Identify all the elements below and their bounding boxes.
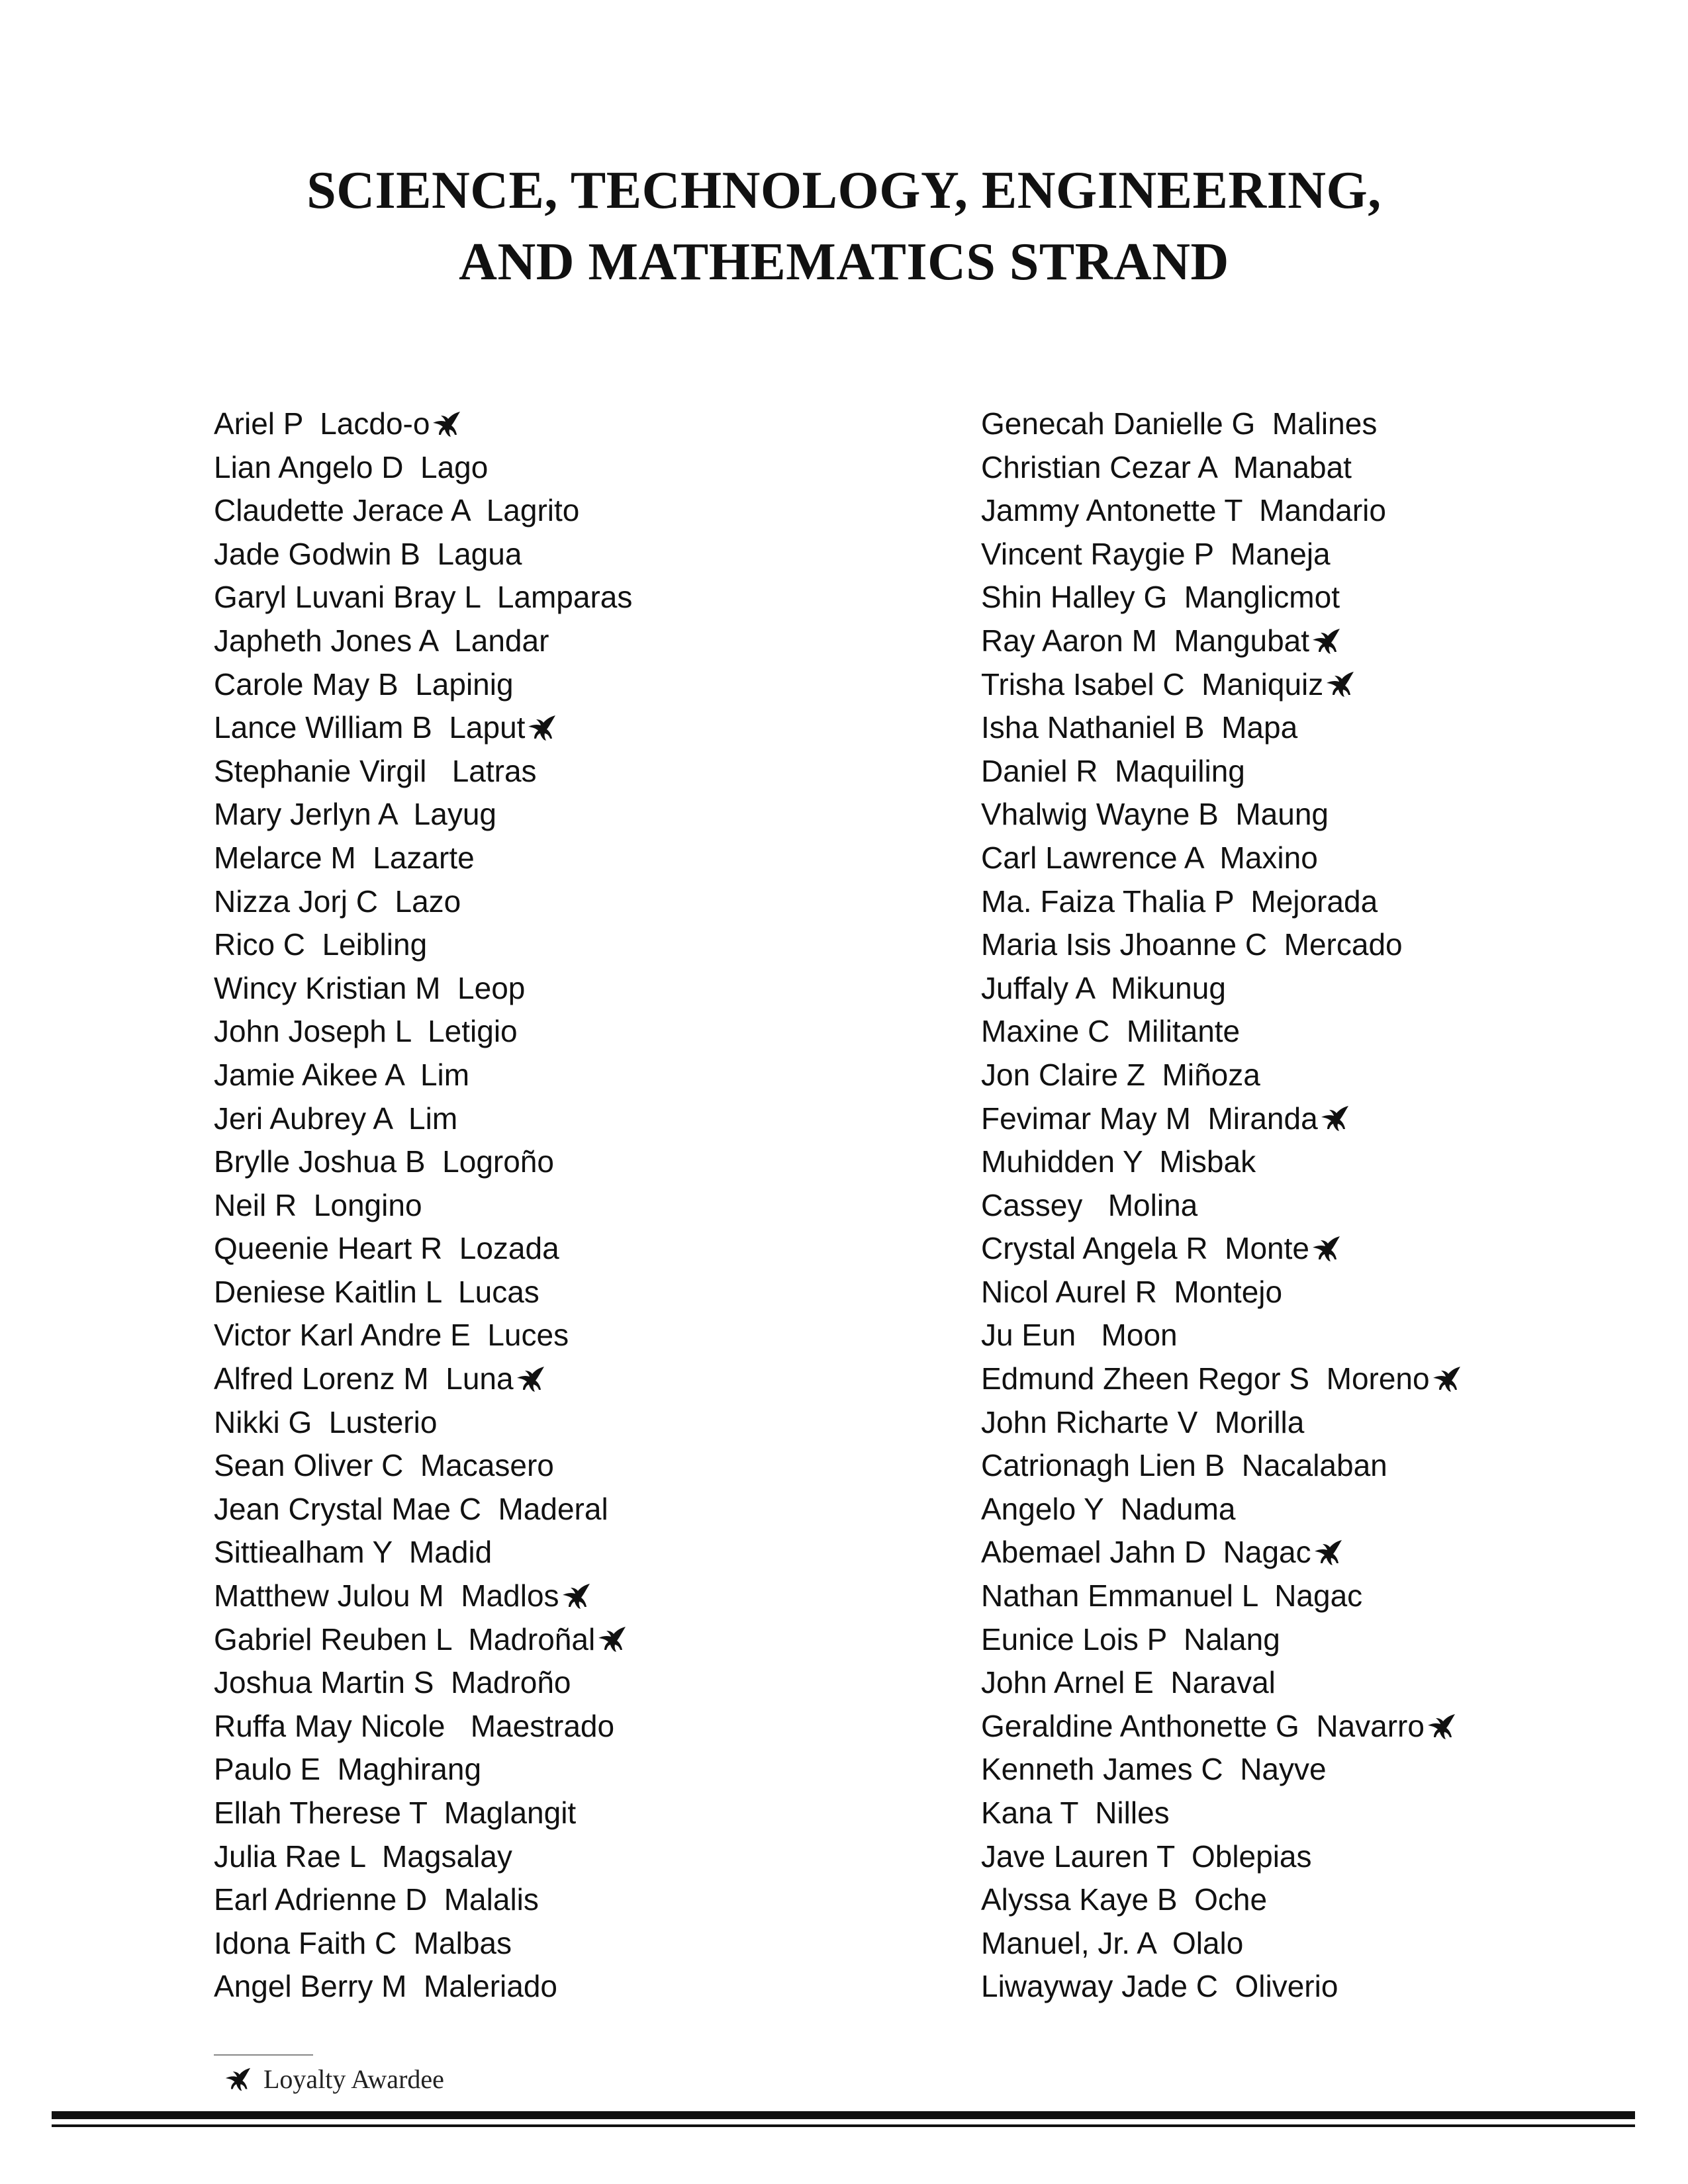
list-item	[981, 533, 1462, 576]
student-name: John Richarte V Morilla	[981, 1404, 1305, 1439]
list-item	[214, 837, 632, 880]
names-column-left	[214, 402, 632, 2009]
list-item	[214, 489, 632, 533]
student-name: Matthew Julou M Madlos	[214, 1578, 559, 1614]
student-name: Daniel R Maquiling	[981, 753, 1245, 788]
list-item	[981, 1271, 1462, 1314]
list-item	[214, 1531, 632, 1574]
student-name: Stephanie Virgil Latras	[214, 753, 537, 788]
list-item	[214, 1140, 632, 1184]
student-name: Fevimar May M Miranda	[981, 1101, 1318, 1136]
student-name: Idona Faith C Malbas	[214, 1925, 512, 1960]
page-title-line-1: SCIENCE, TECHNOLOGY, ENGINEERING,	[306, 161, 1382, 220]
list-item	[981, 1661, 1462, 1705]
list-item	[214, 402, 632, 446]
list-item	[981, 1792, 1462, 1835]
legend-divider	[214, 2054, 313, 2056]
student-name: Wincy Kristian M Leop	[214, 970, 526, 1005]
eagle-icon	[1325, 670, 1355, 699]
student-name: Edmund Zheen Regor S Moreno	[981, 1361, 1430, 1396]
list-item	[214, 1965, 632, 2009]
student-name: Victor Karl Andre E Luces	[214, 1318, 569, 1353]
list-item	[981, 1835, 1462, 1879]
list-item	[214, 1444, 632, 1488]
list-item	[214, 1792, 632, 1835]
student-name: Melarce M Lazarte	[214, 840, 475, 875]
list-item	[981, 1444, 1462, 1488]
list-item	[981, 793, 1462, 837]
list-item	[981, 619, 1462, 663]
list-item	[214, 1401, 632, 1445]
list-item	[214, 1054, 632, 1097]
list-item	[981, 1488, 1462, 1531]
student-name: Queenie Heart R Lozada	[214, 1231, 559, 1266]
list-item	[214, 533, 632, 576]
list-item	[214, 446, 632, 490]
list-item	[214, 1184, 632, 1228]
list-item	[981, 1748, 1462, 1792]
page-title-line-2: AND MATHEMATICS STRAND	[459, 232, 1229, 291]
student-name: Ariel P Lacdo-o	[214, 406, 430, 441]
student-name: Joshua Martin S Madroño	[214, 1665, 571, 1700]
list-item	[214, 923, 632, 967]
student-name: Nikki G Lusterio	[214, 1404, 438, 1439]
list-item	[214, 1705, 632, 1749]
list-item	[981, 1184, 1462, 1228]
list-item	[981, 663, 1462, 707]
list-item	[981, 1574, 1462, 1618]
student-name: Neil R Longino	[214, 1187, 422, 1222]
student-name: Isha Nathaniel B Mapa	[981, 710, 1298, 745]
list-item	[981, 446, 1462, 490]
list-item	[981, 1401, 1462, 1445]
student-name: Genecah Danielle G Malines	[981, 406, 1378, 441]
student-name: Nicol Aurel R Montejo	[981, 1274, 1283, 1309]
list-item	[981, 1140, 1462, 1184]
student-name: Ray Aaron M Mangubat	[981, 623, 1310, 658]
student-name: Lance William B Laput	[214, 710, 526, 745]
student-name: Angel Berry M Maleriado	[214, 1969, 557, 2004]
list-item	[981, 1010, 1462, 1054]
student-name: Kenneth James C Nayve	[981, 1752, 1327, 1787]
student-name: Jamie Aikee A Lim	[214, 1057, 470, 1092]
student-name: Muhidden Y Misbak	[981, 1144, 1256, 1179]
list-item	[214, 1835, 632, 1879]
student-name: Nathan Emmanuel L Nagac	[981, 1578, 1363, 1614]
list-item	[981, 489, 1462, 533]
student-name: Brylle Joshua B Logroño	[214, 1144, 554, 1179]
list-item	[981, 967, 1462, 1011]
student-name: Claudette Jerace A Lagrito	[214, 493, 580, 528]
student-name: Eunice Lois P Nalang	[981, 1621, 1280, 1657]
legend-label: Loyalty Awardee	[263, 2064, 444, 2094]
eagle-icon	[1313, 1538, 1343, 1567]
student-name: Jon Claire Z Miñoza	[981, 1057, 1260, 1092]
student-name: Carole May B Lapinig	[214, 666, 514, 702]
student-name: Abemael Jahn D Nagac	[981, 1535, 1311, 1570]
list-item	[214, 750, 632, 794]
list-item	[981, 750, 1462, 794]
list-item	[981, 1922, 1462, 1966]
footer-rule-thick	[52, 2111, 1635, 2119]
eagle-icon	[224, 2066, 252, 2093]
list-item	[981, 1227, 1462, 1271]
student-name: Jeri Aubrey A Lim	[214, 1101, 458, 1136]
list-item	[981, 837, 1462, 880]
list-item	[214, 1314, 632, 1357]
student-name: Jean Crystal Mae C Maderal	[214, 1491, 608, 1526]
list-item	[981, 706, 1462, 750]
student-name: Julia Rae L Magsalay	[214, 1839, 512, 1874]
student-name: Earl Adrienne D Malalis	[214, 1882, 539, 1917]
student-name: Japheth Jones A Landar	[214, 623, 549, 658]
student-name: Catrionagh Lien B Nacalaban	[981, 1448, 1387, 1483]
eagle-icon	[1319, 1104, 1350, 1133]
student-name: Jade Godwin B Lagua	[214, 536, 522, 571]
list-item	[981, 1531, 1462, 1574]
list-item	[981, 880, 1462, 924]
student-name: Manuel, Jr. A Olalo	[981, 1925, 1244, 1960]
eagle-icon	[596, 1625, 627, 1654]
list-item	[981, 1357, 1462, 1401]
list-item	[214, 1357, 632, 1401]
eagle-icon	[1311, 1234, 1341, 1263]
eagle-icon	[561, 1582, 591, 1611]
list-item	[981, 576, 1462, 619]
list-item	[981, 1097, 1462, 1141]
eagle-icon	[1426, 1712, 1456, 1741]
list-item	[214, 1097, 632, 1141]
student-name: Lian Angelo D Lago	[214, 449, 489, 484]
list-item	[981, 1618, 1462, 1662]
student-name: John Joseph L Letigio	[214, 1014, 518, 1049]
list-item	[214, 1010, 632, 1054]
names-column-right	[981, 402, 1462, 2009]
list-item	[981, 1965, 1462, 2009]
student-name: John Arnel E Naraval	[981, 1665, 1276, 1700]
student-name: Crystal Angela R Monte	[981, 1231, 1310, 1266]
student-name: Ma. Faiza Thalia P Mejorada	[981, 884, 1378, 919]
list-item	[214, 1922, 632, 1966]
student-name: Geraldine Anthonette G Navarro	[981, 1708, 1425, 1743]
student-name: Maxine C Militante	[981, 1014, 1241, 1049]
list-item	[214, 1574, 632, 1618]
list-item	[981, 1705, 1462, 1749]
list-item	[981, 923, 1462, 967]
list-item	[214, 619, 632, 663]
list-item	[214, 1488, 632, 1531]
legend	[224, 2064, 444, 2095]
list-item	[981, 1314, 1462, 1357]
student-name: Nizza Jorj C Lazo	[214, 884, 461, 919]
student-name: Maria Isis Jhoanne C Mercado	[981, 927, 1403, 962]
student-name: Carl Lawrence A Maxino	[981, 840, 1318, 875]
student-name: Alfred Lorenz M Luna	[214, 1361, 514, 1396]
eagle-icon	[515, 1365, 545, 1394]
list-item	[214, 1271, 632, 1314]
list-item	[214, 663, 632, 707]
student-name: Kana T Nilles	[981, 1796, 1170, 1830]
student-name: Vhalwig Wayne B Maung	[981, 797, 1329, 832]
list-item	[214, 1661, 632, 1705]
student-name: Vincent Raygie P Maneja	[981, 536, 1331, 571]
student-name: Sean Oliver C Macasero	[214, 1448, 554, 1483]
student-name: Shin Halley G Manglicmot	[981, 580, 1340, 615]
footer-rule-thin	[52, 2124, 1635, 2127]
page-title	[0, 155, 1688, 298]
student-name: Garyl Luvani Bray L Lamparas	[214, 580, 633, 615]
list-item	[981, 1878, 1462, 1922]
student-name: Ju Eun Moon	[981, 1318, 1178, 1353]
list-item	[981, 1054, 1462, 1097]
eagle-icon	[1311, 627, 1341, 656]
eagle-icon	[431, 410, 461, 439]
list-item	[214, 1748, 632, 1792]
list-item	[214, 967, 632, 1011]
student-name: Jave Lauren T Oblepias	[981, 1839, 1312, 1874]
student-name: Cassey Molina	[981, 1187, 1198, 1222]
list-item	[214, 1878, 632, 1922]
student-name: Mary Jerlyn A Layug	[214, 797, 496, 832]
list-item	[214, 1618, 632, 1662]
list-item	[214, 706, 632, 750]
student-name: Christian Cezar A Manabat	[981, 449, 1352, 484]
student-name: Angelo Y Naduma	[981, 1491, 1236, 1526]
student-name: Sittiealham Y Madid	[214, 1535, 492, 1570]
student-name: Deniese Kaitlin L Lucas	[214, 1274, 539, 1309]
eagle-icon	[526, 713, 557, 743]
student-name: Ruffa May Nicole Maestrado	[214, 1708, 615, 1743]
list-item	[214, 880, 632, 924]
student-name: Juffaly A Mikunug	[981, 970, 1226, 1005]
student-name: Trisha Isabel C Maniquiz	[981, 666, 1324, 702]
student-name: Gabriel Reuben L Madroñal	[214, 1621, 596, 1657]
student-name: Rico C Leibling	[214, 927, 428, 962]
list-item	[214, 576, 632, 619]
student-name: Liwayway Jade C Oliverio	[981, 1969, 1338, 2004]
student-name: Paulo E Maghirang	[214, 1752, 482, 1787]
student-name: Jammy Antonette T Mandario	[981, 493, 1386, 528]
list-item	[981, 402, 1462, 446]
eagle-icon	[1431, 1365, 1462, 1394]
student-name: Ellah Therese T Maglangit	[214, 1796, 577, 1830]
list-item	[214, 1227, 632, 1271]
student-name: Alyssa Kaye B Oche	[981, 1882, 1268, 1917]
list-item	[214, 793, 632, 837]
